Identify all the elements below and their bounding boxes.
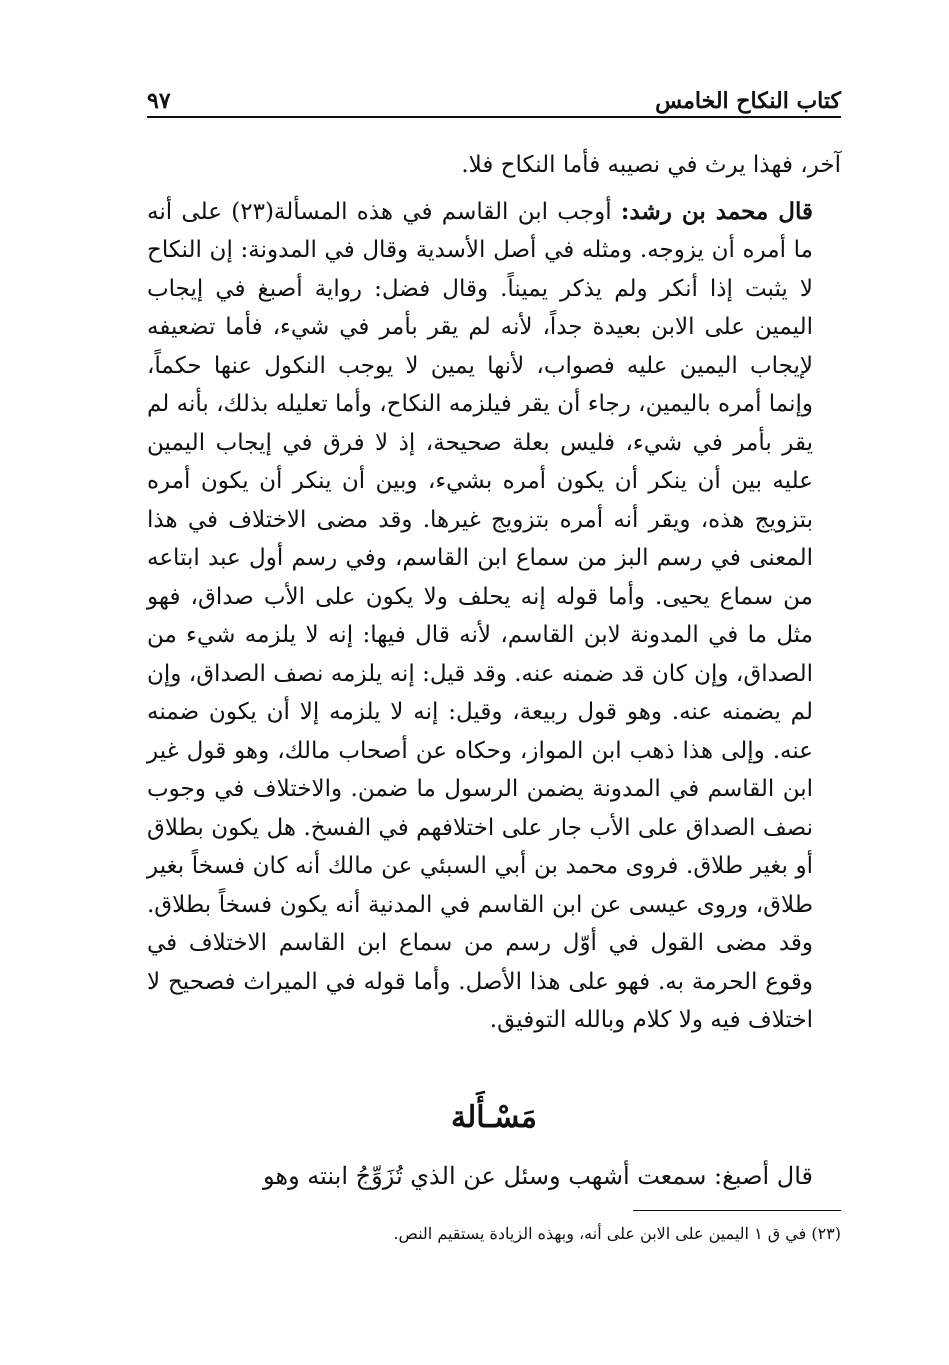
running-title: كتاب النكاح الخامس: [655, 88, 841, 114]
header-rule: [147, 116, 841, 118]
commentary-text: أوجب ابن القاسم في هذه المسألة(٢٣) على أنه ما أمره أن يزوجه. ومثله في أصل الأسدية وقال في المدونة: إن النكاح لا يثبت إذا أنكر ولم يذكر يميناً. وقال فضل: رواية أصبغ في إيجاب اليمين على الابن بعيدة جداً، لأنه لم يقر بأمر في شيء، فأما تضعيفه لإيجاب اليمين عليه فصواب، لأنها يمين لا يوجب النكول عنها حكماً، وإنما أمره باليمين، رجاء أن يقر فيلزمه النكاح، وأما تعليله بذلك، بأنه لم يقر بأمر في شيء، فليس بعلة صحيحة، إذ لا فرق في إيجاب اليمين عليه بين أن ينكر أن يكون أمره بشيء، وبين أن ينكر أن يكون أمره بتزويج هذه، ويقر أنه أمره بتزويج غيرها. وقد مضى الاختلاف في هذا المعنى في رسم البز من سماع ابن القاسم، وفي رسم أول عبد ابتاعه من سماع يحيى. وأما قوله إنه يحلف ولا يكون على الأب صداق، فهو مثل ما في المدونة لابن القاسم، لأنه قال فيها: إنه لا يلزمه شيء من الصداق، وإن كان قد ضمنه عنه. وقد قيل: إنه يلزمه نصف الصداق، وإن لم يضمنه عنه. وهو قول ربيعة، وقيل: إنه لا يلزمه إلا أن يكون ضمنه عنه. وإلى هذا ذهب ابن المواز، وحكاه عن أصحاب مالك، وهو قول غير ابن القاسم في المدونة يضمن الرسول ما ضمن. والاختلاف في وجوب نصف الصداق على الأب جار على اختلافهم في الفسخ. هل يكون بطلاق أو بغير طلاق. فروى محمد بن أبي السبئي عن مالك أنه كان فسخاً بغير طلاق، وروى عيسى عن ابن القاسم في المدنية أنه يكون فسخاً بطلاق. وقد مضى القول في أوّل رسم من سماع ابن القاسم الاختلاف في وقوع الحرمة به. فهو على هذا الأصل. وأما قوله في الميراث فصحيح لا اختلاف فيه ولا كلام وبالله التوفيق.: [147, 198, 814, 1033]
paragraph-commentary: [147, 193, 841, 1040]
paragraph-continuation: آخر، فهذا يرث في نصيبه فأما النكاح فلا.: [461, 152, 841, 178]
footnote: (٢٣) في ق ١ اليمين على الابن على أنه، وبهذه الزيادة يستقيم النص.: [393, 1224, 841, 1243]
section-first-line: قال أصبغ: سمعت أشهب وسئل عن الذي تُزَوِّجُ ابنته وهو: [263, 1162, 813, 1190]
section-heading: مَسْـأَلة: [451, 1100, 537, 1135]
main-text: [147, 146, 841, 1040]
page-header: [147, 78, 841, 114]
footnote-rule: [633, 1210, 841, 1211]
paragraph-gap: [147, 185, 841, 193]
page-number: ٩٧: [147, 88, 171, 114]
speaker-label: قال محمد بن رشد:: [620, 197, 813, 225]
